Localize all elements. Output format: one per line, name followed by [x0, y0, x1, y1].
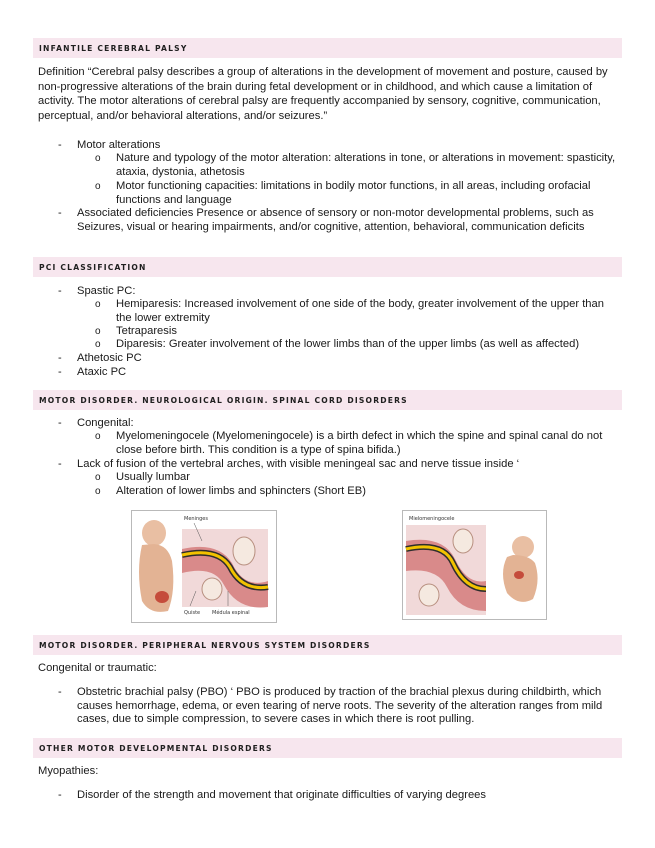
meningocele-illustration	[131, 510, 277, 623]
section-intro: Congenital or traumatic:	[38, 662, 157, 674]
sub-list-item: Motor functioning capacities: limitations in bodily motor functions, in all areas, including orofacial functions and language	[116, 180, 591, 206]
dash-bullet: -	[58, 285, 62, 297]
dash-bullet: -	[58, 139, 62, 151]
dash-bullet: -	[58, 207, 62, 219]
meninges-label: Meninges	[184, 516, 208, 522]
circle-bullet: o	[95, 339, 101, 350]
section-heading: OTHER MOTOR DEVELOPMENTAL DISORDERS	[39, 744, 273, 753]
circle-bullet: o	[95, 472, 101, 483]
dash-bullet: -	[58, 352, 62, 364]
list-item: Associated deficiencies Presence or absence of sensory or non-motor developmental problems, such as Seizures, visual or hearing impairments, and/or cognitive, attention, behavioral, communication deficits	[77, 207, 594, 233]
sub-list-item: Usually lumbar	[116, 471, 190, 483]
sub-list-item: Tetraparesis	[116, 325, 177, 337]
dash-bullet: -	[58, 458, 62, 470]
section-heading: MOTOR DISORDER. NEUROLOGICAL ORIGIN. SPINAL CORD DISORDERS	[39, 396, 408, 405]
dash-bullet: -	[58, 686, 62, 698]
section-heading-band	[33, 635, 622, 655]
circle-bullet: o	[95, 153, 101, 164]
list-item: Ataxic PC	[77, 366, 127, 378]
definition-paragraph: Definition “Cerebral palsy describes a group of alterations in the development of movement and posture, caused by non-progressive alterations of the brain during fetal development or in childhood, and which cause a limitation of activity. The motor alterations of cerebral palsy are frequently accompanied by sensory, cognitive, communication, perceptual, and/or behavioral alterations, and/or seizures.”	[38, 66, 608, 122]
section-heading-band	[33, 390, 622, 410]
sub-list-item: Hemiparesis: Increased involvement of one side of the body, greater involvement of the upper than the lower extremity	[116, 298, 604, 324]
section-heading-band	[33, 257, 622, 277]
cyst-label: Quiste	[184, 610, 201, 616]
spinal-cord-label: Médula espinal	[212, 610, 250, 616]
circle-bullet: o	[95, 326, 101, 337]
circle-bullet: o	[95, 299, 101, 310]
dash-bullet: -	[58, 789, 62, 801]
section-intro: Myopathies:	[38, 765, 99, 777]
section-heading-band	[33, 738, 622, 758]
circle-bullet: o	[95, 181, 101, 192]
list-item: Disorder of the strength and movement that originate difficulties of varying degrees	[77, 789, 486, 801]
list-item: Lack of fusion of the vertebral arches, with visible meningeal sac and nerve tissue inside ‘	[77, 458, 520, 470]
dash-bullet: -	[58, 417, 62, 429]
section-heading: MOTOR DISORDER. PERIPHERAL NERVOUS SYSTEM DISORDERS	[39, 641, 371, 650]
myelomeningocele-illustration	[402, 510, 547, 620]
list-item: Motor alterations	[77, 139, 161, 151]
list-item: Athetosic PC	[77, 352, 142, 364]
sub-list-item: Diparesis: Greater involvement of the lower limbs than of the upper limbs (as well as affected)	[116, 338, 580, 350]
section-heading-band	[33, 38, 622, 58]
sub-list-item: Nature and typology of the motor alteration: alterations in tone, or alterations in movement: spasticity, ataxia, dystonia, athetosis	[116, 152, 616, 178]
circle-bullet: o	[95, 431, 101, 442]
sub-list-item: Alteration of lower limbs and sphincters (Short EB)	[116, 485, 366, 497]
list-item: Spastic PC:	[77, 285, 136, 297]
section-heading: INFANTILE CEREBRAL PALSY	[39, 44, 188, 53]
list-item: Congenital:	[77, 417, 134, 429]
list-item: Obstetric brachial palsy (PBO) ‘ PBO is produced by traction of the brachial plexus during childbirth, which causes hemorrhage, edema, or even tearing of nerve roots. The severity of the alteration ranges from mild cases, due to simple compression, to severe cases in which there is root pulling.	[77, 686, 603, 725]
dash-bullet: -	[58, 366, 62, 378]
sub-list-item: Myelomeningocele (Myelomeningocele) is a birth defect in which the spine and spinal canal do not close before birth. This condition is a type of spina bifida.)	[116, 430, 603, 456]
circle-bullet: o	[95, 486, 101, 497]
section-heading: PCI CLASSIFICATION	[39, 263, 147, 272]
myelomeningocele-label: Mielomeningocele	[409, 516, 455, 522]
